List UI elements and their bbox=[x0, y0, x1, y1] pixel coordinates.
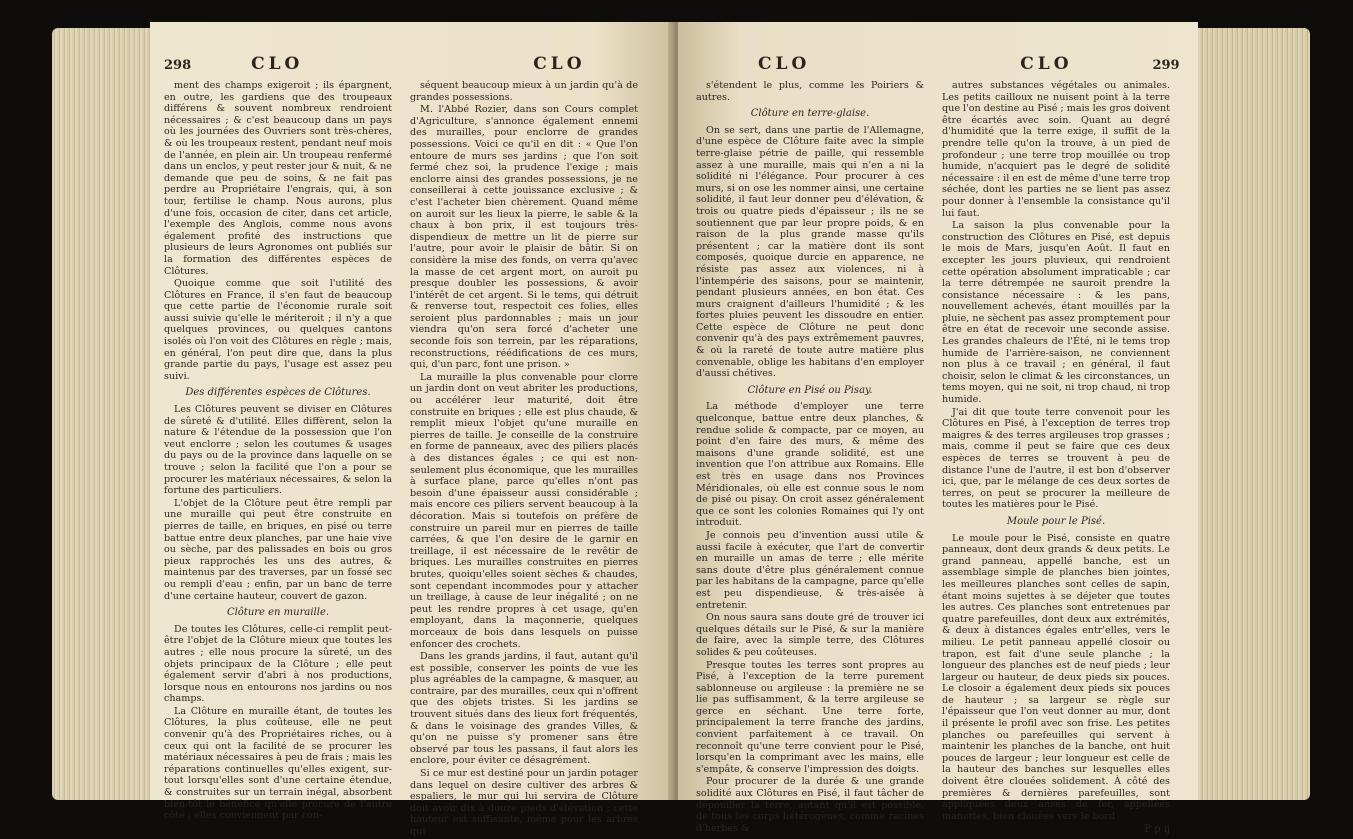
paragraph: Dans les grands jardins, il faut, autant qu'il est possible, conserver les points de vue les plus agréables de la campagne, & masquer, au contraire, par des murailles, ceux qui n'offrent que des objets tristes. Si les jardins se trouvent situés dans des lieux fort fréquentés, & dans le voisinage des grandes Villes, & qu'on ne puisse s'y promener sans être observé par tous les passans, il faut alors les enclore, pour éviter ce désagrément. bbox=[410, 651, 638, 767]
section-heading: Moule pour le Pisé. bbox=[1006, 515, 1106, 527]
paragraph: La muraille la plus convenable pour clorre un jardin dont on veut abriter les productions, ou accélérer leur maturité, doit être construite en briques ; elle est plus chaude, & remplit mieux l'objet qu'une muraille en pierres de taille. Je conseille de la construire en forme de panneaux, avec des piliers placés à des distances égales ; ce qui est non-seulement plus économique, que les murailles à surface plane, parce qu'elles n'ont pas besoin d'une épaisseur aussi considérable ; mais encore ces piliers servent beaucoup à la décoration. Mais si toutefois on préfère de construire un pareil mur en pierres de taille carrées, & que l'on desire de le garnir en treillage, il est nécessaire de le revêtir de briques. Les murailles construites en pierres brutes, quoiqu'elles soient sèches & chaudes, sont cependant incommodes pour y attacher un treillage, à cause de leur inégalité ; on ne peut les rendre propres à cet usage, qu'en employant, dans la maçonnerie, quelques morceaux de bois dans lesquels on puisse enfoncer des crochets. bbox=[410, 371, 638, 650]
left-page-column-2 bbox=[410, 80, 638, 839]
paragraph: Pour procurer de la durée & une grande solidité aux Clôtures en Pisé, il faut tâcher de dépouiller la terre, autant qu'il est possible, de tous les corps hétérogènes, comme racines d'herbes & bbox=[696, 776, 924, 834]
paragraph: La Clôture en muraille étant, de toutes les Clôtures, la plus coûteuse, elle ne peut convenir qu'à des Propriétaires riches, ou à ceux qui ont la facilité de se procurer les matériaux nécessaires à peu de frais ; mais les réparations continuelles qu'elles exigent, sur-tout lorsqu'elles sont d'une certaine étendue, & construites sur un terrain inégal, absorbent bien-tôt le bénéfice qu'elle procure de l'autre côté ; elles conviennent par con- bbox=[164, 705, 392, 822]
left-page-edges bbox=[52, 28, 162, 800]
paragraph: La saison la plus convenable pour la construction des Clôtures en Pisé, est depuis le mois de Mars, jusqu'en Août. Il faut en excepter les jours pluvieux, qui rendroient cette opération absolument impraticable ; car la terre détrempée ne sauroit prendre la consistance nécessaire : & les pans, nouvellement achevés, étant mouillés par la pluie, ne sèchent pas assez promptement pour être en état de recevoir une seconde assise. Les grandes chaleurs de l'Été, ni le tems trop humide de l'arrière-saison, ne conviennent non plus à ce travail ; en général, il faut choisir, selon le climat & les circonstances, un tems moyen, qui ne soit, ni trop chaud, ni trop humide. bbox=[942, 220, 1170, 406]
paragraph: Si ce mur est destiné pour un jardin potager dans lequel on desire cultiver des arbres & espaliers, le mur qui lui servira de Clôture doit avoir dix à douze pieds d'élévation ; cette hauteur est suffisante, même pour les arbres qui bbox=[410, 768, 638, 837]
signature-mark: P p ij bbox=[1144, 824, 1170, 836]
paragraph: L'objet de la Clôture peut être rempli par une muraille qui peut être construite en pierres de taille, en briques, en pisé ou terre battue entre deux planches, par une haie vive ou sèche, par des palissades en bois ou gros pieux rapprochés les uns des autres, & maintenus par des traverses, par un fossé sec ou rempli d'eau ; enfin, par un banc de terre d'une certaine hauteur, couvert de gazon. bbox=[164, 497, 392, 602]
right-header-word-2: CLO bbox=[1020, 54, 1073, 74]
right-header-word-1: CLO bbox=[758, 54, 811, 74]
paragraph: On nous saura sans doute gré de trouver ici quelques détails sur le Pisé, & sur la manière de faire, avec la simple terre, des Clôtures solides & peu coûteuses. bbox=[696, 612, 924, 658]
section-heading: Clôture en Pisé ou Pisay. bbox=[747, 384, 873, 396]
paragraph: Je connois peu d'invention aussi utile & aussi facile à exécuter, que l'art de convertir en muraille un amas de terre ; elle mérite sans doute d'être plus généralement connue par les habitans de la campagne, parce qu'elle est peu dispendieuse, & très-aisée à entretenir. bbox=[696, 529, 924, 611]
right-page-edges bbox=[1190, 28, 1310, 800]
right-page-column-1 bbox=[696, 80, 924, 835]
left-page-number: 298 bbox=[164, 58, 192, 73]
paragraph: Les Clôtures peuvent se diviser en Clôtures de sûreté & d'utilité. Elles diffèrent, selon la nature & l'étendue de la possession que l'on veut enclorre ; selon les coutumes & usages du pays ou de la province dans laquelle on se trouve ; selon la facilité que l'on a pour se procurer les matériaux nécessaires, & selon la fortune des particuliers. bbox=[164, 404, 392, 497]
left-page-header bbox=[164, 54, 586, 74]
paragraph: M. l'Abbé Rozier, dans son Cours complet d'Agriculture, s'annonce également ennemi des murailles, pour enclorre de grandes possessions. Voici ce qu'il en dit : « Que l'on entoure de murs ses jardins ; que l'on soit fermé chez soi, la prudence l'exige ; mais enclorre ainsi des grandes possessions, je ne conseillerai à cette jouissance exclusive ; & c'est l'acheter bien chèrement. Quand même on auroit sur les lieux la pierre, le sable & la chaux à bon prix, il est toujours très-dispendieux de mettre un lit de pierre sur l'autre, pour avoir le plaisir de bâtir. Si on considère la mise des fonds, on verra qu'avec la masse de cet argent mort, on auroit pu presque doubler les possessions, & avoir l'intérêt de cet argent. Si le tems, qui détruit & renverse tout, respectoit ces folies, elles seroient plus pardonnables ; mais un jour viendra qu'on sera forcé d'acheter une seconde fois son terrein, par les réparations, reconstructions, réédifications de ces murs, qui, d'un parc, font une prison. » bbox=[410, 104, 638, 371]
paragraph: autres substances végétales ou animales. Les petits cailloux ne nuisent point à la terre que l'on destine au Pisé ; mais les gros doivent être écartés avec soin. Quant au degré d'humidité que la terre exige, il suffit de la prendre telle qu'on la trouve, à un pied de profondeur ; une terre trop mouillée ou trop humide, n'acquiert pas le degré de solidité nécessaire : il en est de même d'une terre trop séchée, dont les parties ne se lient pas assez pour donner à l'ensemble la consistance qu'il lui faut. bbox=[942, 80, 1170, 219]
left-header-word-1: CLO bbox=[251, 54, 304, 74]
left-header-word-2: CLO bbox=[533, 54, 586, 74]
paragraph: séquent beaucoup mieux à un jardin qu'à de grandes possessions. bbox=[410, 80, 638, 103]
left-page-column-1 bbox=[164, 80, 392, 823]
right-page-column-2 bbox=[942, 80, 1170, 836]
paragraph: J'ai dit que toute terre convenoit pour les Clôtures en Pisé, à l'exception de terres trop maigres & des terres argileuses trop grasses ; mais, comme il peut se faire que ces deux espèces de terres se trouvent à peu de distance l'une de l'autre, il est bon d'observer ici, que, par le mélange de ces deux sortes de terres, on peut se procurer la meilleure de toutes les matières pour le Pisé. bbox=[942, 406, 1170, 511]
paragraph: La méthode d'employer une terre quelconque, battue entre deux planches, & rendue solide & compacte, par ce moyen, au point d'en faire des murs, & même des maisons d'une grande solidité, est une invention que l'on attribue aux Romains. Elle est très en usage dans nos Provinces Méridionales, où elle est connue sous le nom de pisé ou pisay. On croit assez généralement que ce sont les colonies Romaines qui l'y ont introduit. bbox=[696, 401, 924, 529]
right-page-header bbox=[758, 54, 1180, 74]
paragraph: Le moule pour le Pisé, consiste en quatre panneaux, dont deux grands & deux petits. Le grand panneau, appellé banche, est un assemblage simple de planches bien jointes, les meilleures planches sont celles de sapin, étant moins sujettes à se déjeter que toutes les autres. Ces planches sont entretenues par quatre parefeuilles, dont deux aux extrémités, & deux à distances égales entr'elles, vers le milieu. Le petit panneau appellé closoir ou trapon, est fait d'une seule planche ; la longueur des planches est de neuf pieds ; leur largeur ou hauteur, de deux pieds six pouces. Le closoir a également deux pieds six pouces de hauteur ; sa largeur se règle sur l'épaisseur que l'on veut donner au mur, dont il présente le profil avec son frise. Les petites planches ou parefeuilles qui servent à maintenir les planches de la banche, ont huit pouces de largeur ; leur longueur est celle de la hauteur des banches sur lesquelles elles doivent être clouées solidement. À côté des premières & dernières parefeuilles, sont appliquées deux anses de fer, appellées manettes, bien clouées vers le bord bbox=[942, 532, 1170, 822]
paragraph: s'étendent le plus, comme les Poiriers & autres. bbox=[696, 80, 924, 103]
section-heading: Clôture en muraille. bbox=[226, 607, 330, 619]
section-heading: Clôture en terre-glaise. bbox=[750, 108, 870, 120]
paragraph: On se sert, dans une partie de l'Allemagne, d'une espèce de Clôture faite avec la simple terre-glaise pétrie de paille, qui ressemble assez à une muraille, mais qui n'en a ni la solidité ni l'élégance. Pour procurer à ces murs, si on ose les nommer ainsi, une certaine solidité, il faut leur donner peu d'élévation, & trois ou quatre pieds d'épaisseur ; ils ne se soutiennent que par leur propre poids, & en raison de la plus grande masse qu'ils présentent ; car la matière dont ils sont composés, quoique durcie en apparence, ne résiste pas assez aux violences, ni à l'intempérie des saisons, pour se maintenir, pendant plusieurs années, en bon état. Ces murs craignent d'ailleurs l'humidité ; & les fortes pluies peuvent les dissoudre en entier. Cette espèce de Clôture ne peut donc convenir qu'à des pays extrêmement pauvres, & où la rareté de toute autre matière plus convenable, oblige les habitans d'en employer d'aussi chétives. bbox=[696, 124, 924, 380]
right-page bbox=[678, 22, 1198, 836]
paragraph: Quoique comme que soit l'utilité des Clôtures en France, il s'en faut de beaucoup que cette partie de l'économie rurale soit aussi suivie qu'elle le mériteroit ; il n'y a que quelques provinces, ou quelques cantons isolés où l'on voit des Clôtures en règle ; mais, en général, l'on peut dire que, dans la plus grande partie du pays, l'usage est assez peu suivi. bbox=[164, 278, 392, 382]
paragraph: De toutes les Clôtures, celle-ci remplit peut-être l'objet de la Clôture mieux que toutes les autres ; elle nous procure la sûreté, un des objets principaux de la Clôture ; elle peut également servir d'abri à nos productions, lorsque nous en entourons nos jardins ou nos champs. bbox=[164, 623, 392, 705]
left-page bbox=[150, 22, 675, 837]
section-heading: Des différentes espèces de Clôtures. bbox=[185, 387, 371, 399]
paragraph: Presque toutes les terres sont propres au Pisé, à l'exception de la terre purement sablonneuse ou argileuse : la première ne se lie pas suffisamment, & la terre argileuse se gerce en séchant. Une terre forte, principalement la terre franche des jardins, convient parfaitement à ce travail. On reconnoît qu'une terre convient pour le Pisé, lorsqu'en la comprimant avec les mains, elle s'empâte, & conserve l'impression des doigts. bbox=[696, 659, 924, 775]
right-page-number: 299 bbox=[1152, 58, 1180, 73]
paragraph: ment des champs exigeroit ; ils épargnent, en outre, les gardiens que des troupeaux différens & souvent nombreux rendroient nécessaires ; & c'est beaucoup dans un pays où les journées des Ouvriers sont très-chères, & où les troupeaux restent, pendant neuf mois de l'année, en plein air. Un troupeau renfermé dans un enclos, y peut rester jour & nuit, & ne demande que peu de soins, & ne fait pas perdre au Propriétaire l'engrais, qui, à son tour, fertilise le champ. Nous aurons, plus d'une fois, occasion de citer, dans cet article, l'exemple des Anglois, comme nous avons également profité des instructions que plusieurs de leurs Agronomes ont publiés sur la formation des différentes espèces de Clôtures. bbox=[164, 80, 392, 277]
